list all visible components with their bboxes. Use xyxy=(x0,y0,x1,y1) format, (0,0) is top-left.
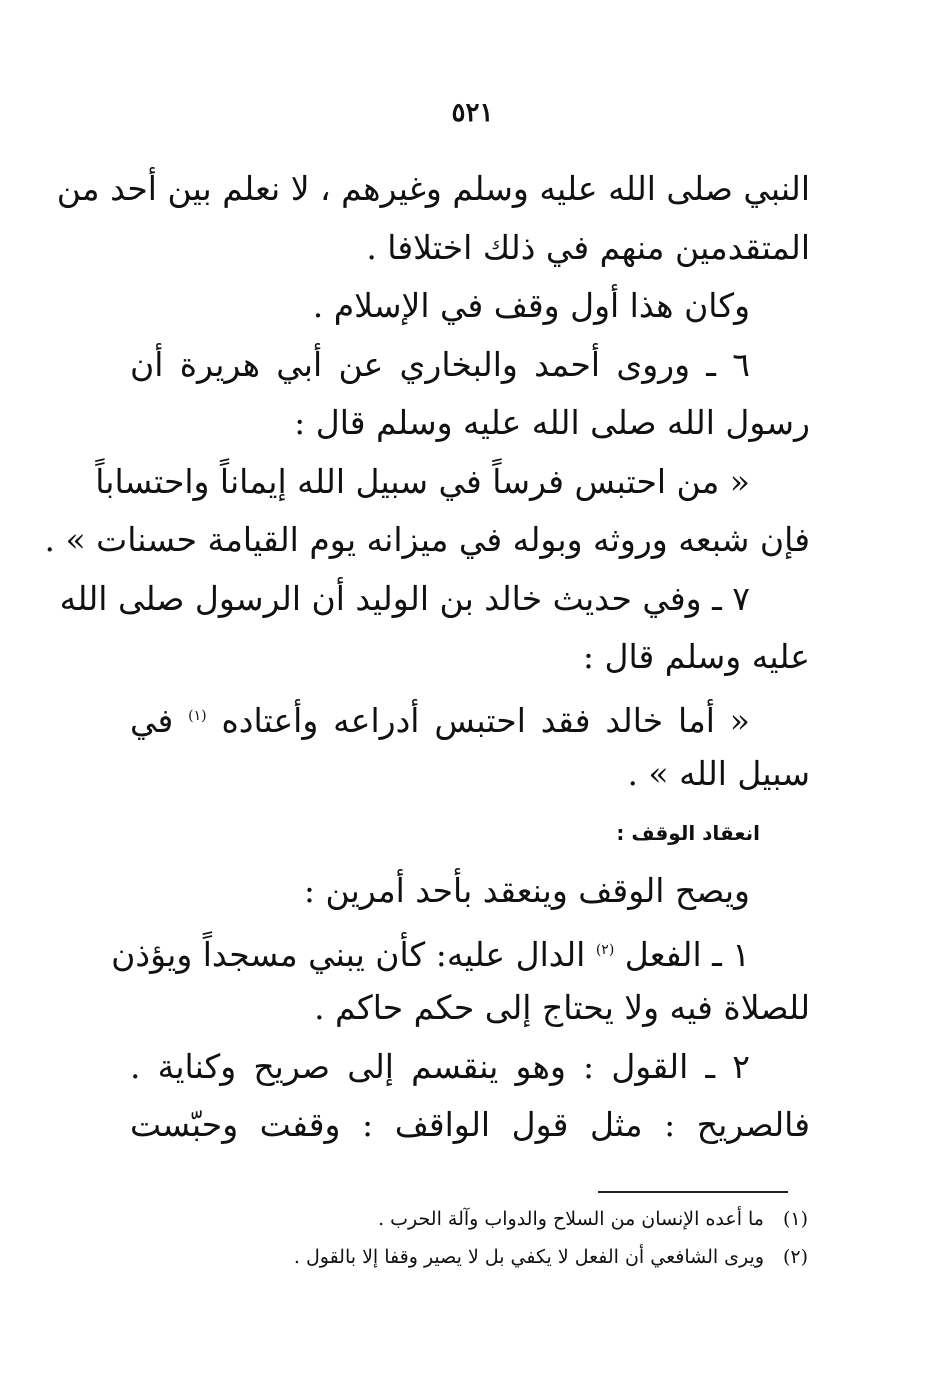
line-text: فالصريح : مثل قول الواقف : وقفت وحبّست xyxy=(130,1105,810,1144)
line-text: ٦ ـ وروى أحمد والبخاري عن أبي هريرة أن xyxy=(130,344,750,384)
line-text-continuation: في xyxy=(130,700,174,740)
text-line xyxy=(130,219,810,278)
footnote-text: ويرى الشافعي أن الفعل لا يكفي بل لا يصير وقفا إلا بالقول . xyxy=(293,1246,764,1268)
footnote-number: (٢) xyxy=(782,1246,808,1268)
line-text: « أما خالد فقد احتبس أدراعه وأعتاده xyxy=(221,700,750,740)
text-line xyxy=(56,160,810,219)
line-text: ١ ـ الفعل xyxy=(624,934,750,974)
line-text-continuation: الدال عليه: كأن يبني مسجداً ويؤذن xyxy=(111,934,586,974)
page-number: ٥٢١ xyxy=(451,98,494,128)
line-text: ويصح الوقف وينعقد بأحد أمرين : xyxy=(303,871,750,910)
line-text: النبي صلى الله عليه وسلم وغيرهم ، لا نعلم بين أحد من xyxy=(56,169,810,208)
footnote xyxy=(200,1238,808,1276)
line-text: وكان هذا أول وقف في الإسلام . xyxy=(312,286,750,325)
text-line xyxy=(44,511,810,570)
text-line xyxy=(130,745,810,804)
footnotes xyxy=(200,1200,808,1276)
text-line xyxy=(130,336,810,395)
line-text: انعقاد الوقف : xyxy=(616,820,760,845)
footnote xyxy=(200,1200,808,1238)
line-text: « من احتبس فرساً في سبيل الله إيماناً واحتساباً xyxy=(95,461,750,501)
footnote-divider xyxy=(598,1191,788,1193)
text-line xyxy=(130,628,810,687)
line-text: ٢ ـ القول : وهو ينقسم إلى صريح وكناية . xyxy=(130,1046,750,1086)
line-text: عليه وسلم قال : xyxy=(582,637,810,676)
section-heading xyxy=(130,804,810,863)
line-text: المتقدمين منهم في ذلك اختلافا . xyxy=(366,227,810,267)
line-text: ٧ ـ وفي حديث خالد بن الوليد أن الرسول صلى الله xyxy=(59,578,750,618)
text-line xyxy=(130,979,810,1038)
text-line xyxy=(130,394,810,453)
footnote-number: (١) xyxy=(782,1208,808,1230)
text-line xyxy=(111,921,810,980)
text-line xyxy=(59,570,810,629)
footnote-reference: (١) xyxy=(188,707,207,724)
main-text xyxy=(44,160,810,1155)
text-line xyxy=(130,1038,810,1097)
text-line xyxy=(95,453,810,512)
footnote-text: ما أعده الإنسان من السلاح والدواب وآلة الحرب . xyxy=(378,1208,764,1230)
line-text: رسول الله صلى الله عليه وسلم قال : xyxy=(294,403,810,442)
line-text: فإن شبعه وروثه وبوله في ميزانه يوم القيامة حسنات » . xyxy=(44,520,810,559)
text-line xyxy=(130,1096,810,1155)
footnote-reference: (٢) xyxy=(595,941,615,958)
text-line xyxy=(130,687,810,746)
line-text: سبيل الله » . xyxy=(627,754,810,793)
line-text: للصلاة فيه ولا يحتاج إلى حكم حاكم . xyxy=(314,988,810,1027)
text-line xyxy=(130,277,810,336)
text-line xyxy=(130,862,810,921)
